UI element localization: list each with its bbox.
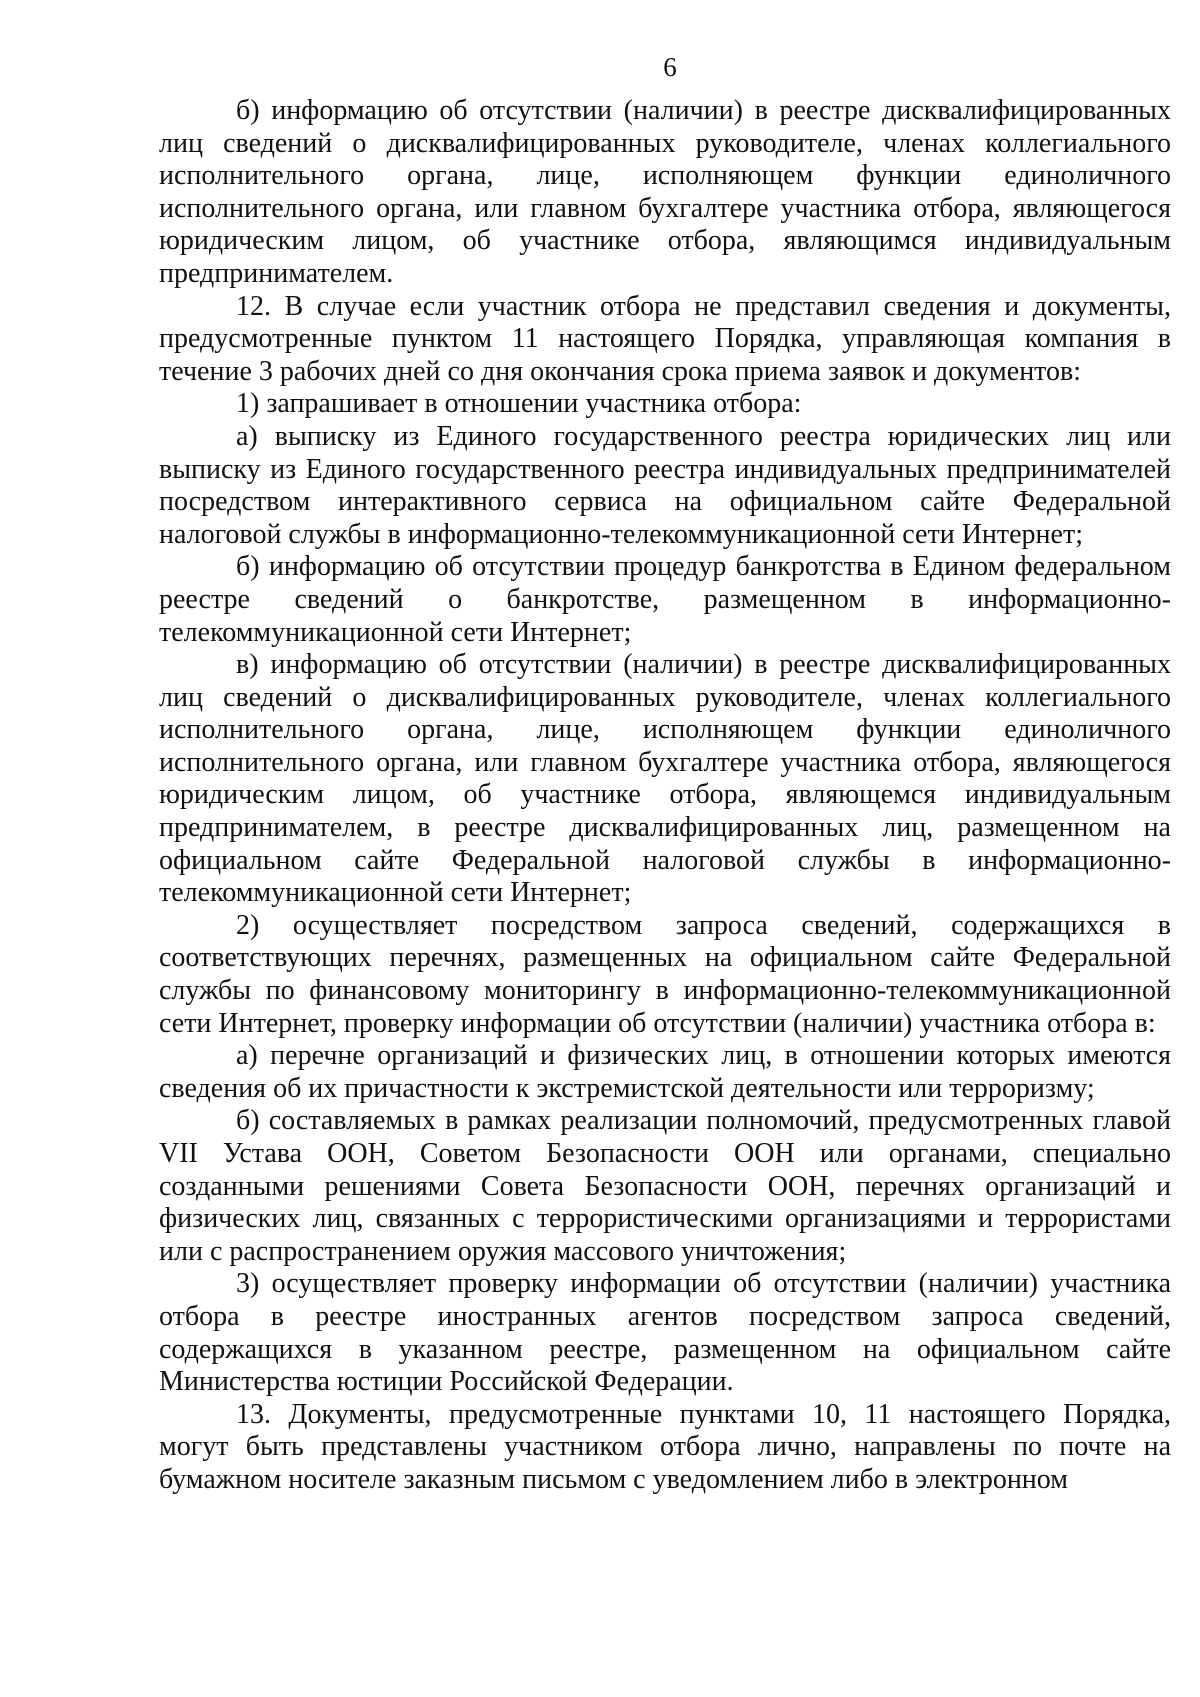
paragraph-12-3: 3) осуществляет проверку информации об отсутствии (наличии) участника отбора в реестре иностранных агентов посредством запроса сведений, содержащихся в указанном реестре, размещенном на официальном сайте Министерства юстиции Российской Федерации. bbox=[159, 1268, 1171, 1398]
paragraph-12-1: 1) запрашивает в отношении участника отбора: bbox=[236, 388, 802, 420]
paragraph-12-2b: б) составляемых в рамках реализации полномочий, предусмотренных главой VII Устава ООН, Советом Безопасности ООН или органами, специально созданными решениями Совета Безопасности ООН, перечнях организаций и физических лиц, связанных с террористическими организациями и террористами или с распространением оружия массового уничтожения; bbox=[159, 1105, 1171, 1267]
paragraph-6b-info-disqualified: б) информацию об отсутствии (наличии) в реестре дисквалифицированных лиц сведений о дисквалифицированных руководителе, членах коллегиального исполнительного органа, лице, исполняющем функции единоличного исполнительного органа, или главном бухгалтере участника отбора, являющегося юридическим лицом, об участнике отбора, являющимся индивидуальным предпринимателем. bbox=[159, 95, 1171, 289]
paragraph-12-2: 2) осуществляет посредством запроса сведений, содержащихся в соответствующих перечнях, размещенных на официальном сайте Федеральной службы по финансовому мониторингу в информационно-телекоммуникационной сети Интернет, проверку информации об отсутствии (наличии) участника отбора в: bbox=[159, 909, 1171, 1039]
paragraph-12-2a: а) перечне организаций и физических лиц, в отношении которых имеются сведения об их причастности к экстремистской деятельности или терроризму; bbox=[159, 1040, 1171, 1104]
page-number: 6 bbox=[663, 52, 677, 82]
paragraph-12-1a: а) выписку из Единого государственного реестра юридических лиц или выписку из Единого государственного реестра индивидуальных предпринимателей посредством интерактивного сервиса на официальном сайте Федеральной налоговой службы в информационно-телекоммуникационной сети Интернет; bbox=[159, 420, 1171, 550]
paragraph-12-intro: 12. В случае если участник отбора не представил сведения и документы, предусмотренные пунктом 11 настоящего Порядка, управляющая компания в течение 3 рабочих дней со дня окончания срока приема заявок и документов: bbox=[159, 290, 1171, 387]
paragraph-12-1v: в) информацию об отсутствии (наличии) в реестре дисквалифицированных лиц сведений о дисквалифицированных руководителе, членах коллегиального исполнительного органа, лице, исполняющем функции единоличного исполнительного органа, или главном бухгалтере участника отбора, являющегося юридическим лицом, об участнике отбора, являющемся индивидуальным предпринимателем, в реестре дисквалифицированных лиц, размещенном на официальном сайте Федеральной налоговой службы в информационно-телекоммуникационной сети Интернет; bbox=[159, 649, 1171, 909]
document-body bbox=[159, 95, 1171, 1497]
paragraph-12-1b: б) информацию об отсутствии процедур банкротства в Едином федеральном реестре сведений о банкротстве, размещенном в информационно-телекоммуникационной сети Интернет; bbox=[159, 551, 1171, 648]
paragraph-13: 13. Документы, предусмотренные пунктами 10, 11 настоящего Порядка, могут быть представлены участником отбора лично, направлены по почте на бумажном носителе заказным письмом с уведомлением либо в электронном bbox=[159, 1398, 1171, 1495]
